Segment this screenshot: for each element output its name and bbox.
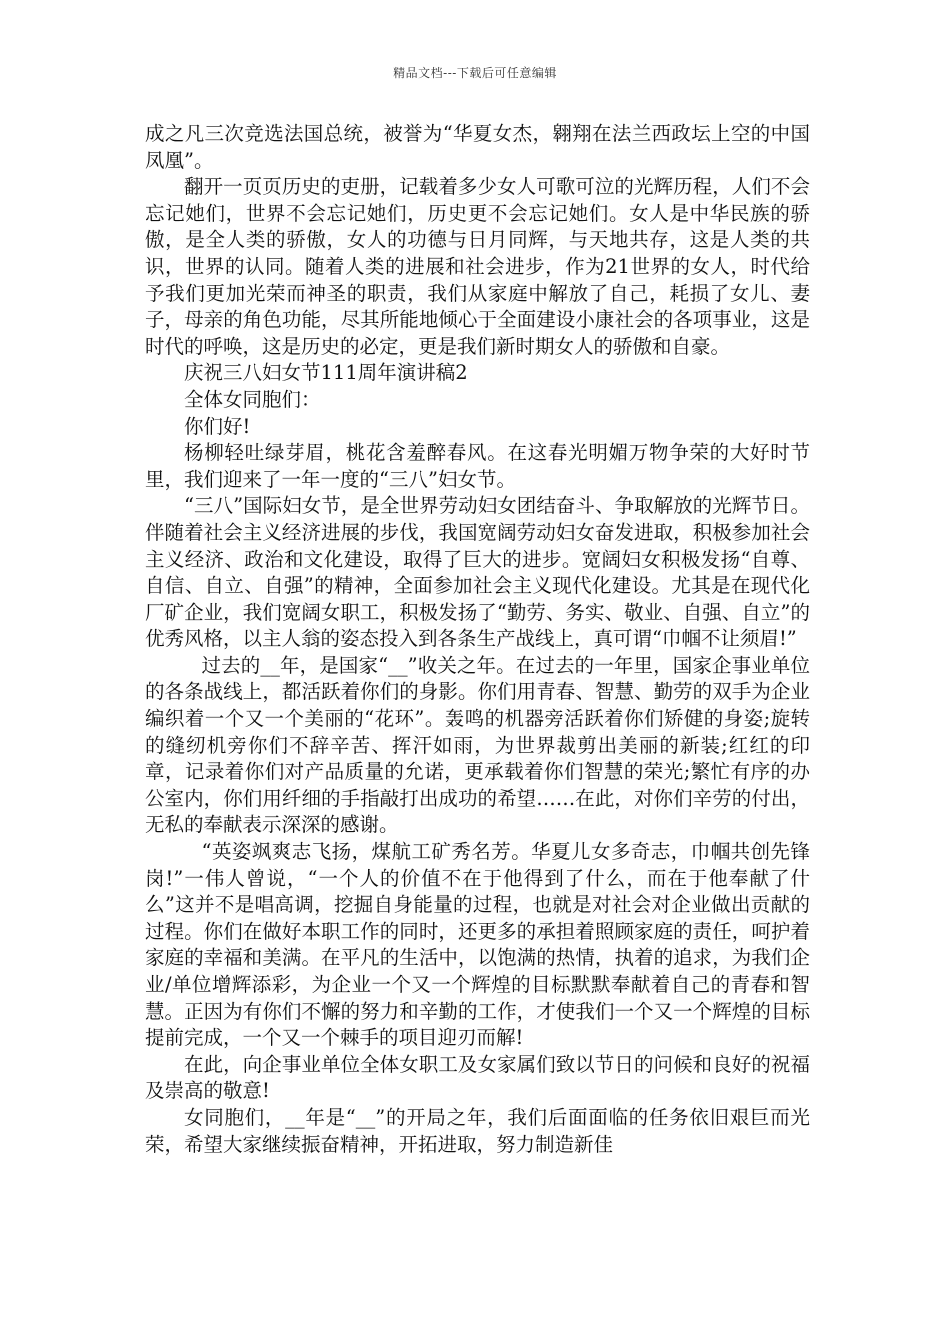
document-body <box>145 121 810 1158</box>
paragraph: 成之凡三次竞选法国总统，被誉为“华夏女杰，翱翔在法兰西政坛上空的中国凤凰”。 <box>145 122 810 172</box>
section-title: 庆祝三八妇女节111周年演讲稿2 <box>184 361 468 385</box>
page-header: 精品文档---下载后可任意编辑 <box>393 66 557 80</box>
paragraph: 翻开一页页历史的吏册，记载着多少女人可歌可泣的光辉历程，人们不会忘记她们，世界不会忘记她们，历史更不会忘记她们。女人是中华民族的骄傲，是全人类的骄傲，女人的功德与日月同辉，与天地共存，这是人类的共识，世界的认同。随着人类的进展和社会进步，作为21世界的女人，时代给予我们更加光荣而神圣的职责，我们从家庭中解放了自己，耗损了女儿、妻子，母亲的角色功能，尽其所能地倾心于全面建设小康社会的各项事业，这是时代的呼唤，这是历史的必定，更是我们新时期女人的骄傲和自豪。 <box>145 175 810 358</box>
paragraph: 杨柳轻吐绿芽眉，桃花含羞醉春风。在这春光明媚万物争荣的大好时节里，我们迎来了一年一度的“三八”妇女节。 <box>145 441 810 491</box>
paragraph: “三八”国际妇女节，是全世界劳动妇女团结奋斗、争取解放的光辉节日。伴随着社会主义经济进展的步伐，我国宽阔劳动妇女奋发进取，积极参加社会主义经济、政治和文化建设，取得了巨大的进步。宽阔妇女积极发扬“自尊、自信、自立、自强”的精神，全面参加社会主义现代化建设。尤其是在现代化厂矿企业，我们宽阔女职工，积极发扬了“勤劳、务实、敬业、自强、自立”的优秀风格，以主人翁的姿态投入到各条生产战线上，真可谓“巾帼不让须眉!” <box>145 494 810 651</box>
greeting: 你们好! <box>184 414 251 438</box>
paragraph: 在此，向企事业单位全体女职工及女家属们致以节日的问候和良好的祝福及崇高的敬意! <box>145 1052 810 1103</box>
paragraph: “英姿飒爽志飞扬，煤航工矿秀名芳。华夏儿女多奇志，巾帼共创先锋岗!”一伟人曾说，“一个人的价值不在于他得到了什么，而在于他奉献了什么”这并不是唱高调，挖掘自身能量的过程，也就是对社会对企业做出贡献的过程。你们在做好本职工作的同时，还更多的承担着照顾家庭的责任，呵护着家庭的幸福和美满。在平凡的生活中，以饱满的热情，执着的追求，为我们企业/单位增辉添彩，为企业一个又一个辉煌的目标默默奉献着自己的青春和智慧。正因为有你们不懈的努力和辛勤的工作，才使我们一个又一个辉煌的目标提前完成，一个又一个棘手的项目迎刃而解! <box>145 840 810 1050</box>
paragraph: 女同胞们，__年是“__”的开局之年，我们后面面临的任务依旧艰巨而光荣，希望大家继续振奋精神，开拓进取，努力制造新佳 <box>145 1105 810 1156</box>
paragraph: 过去的__年，是国家“__”收关之年。在过去的一年里，国家企事业单位的各条战线上，都活跃着你们的身影。你们用青春、智慧、勤劳的双手为企业编织着一个又一个美丽的“花环”。轰鸣的机器旁活跃着你们矫健的身姿;旋转的缝纫机旁你们不辞辛苦、挥汗如雨，为世界裁剪出美丽的新装;红红的印章，记录着你们对产品质量的允诺，更承载着你们智慧的荣光;繁忙有序的办公室内，你们用纤细的手指敲打出成功的希望……在此，对你们辛劳的付出，无私的奉献表示深深的感谢。 <box>145 653 810 837</box>
salutation: 全体女同胞们： <box>184 387 321 411</box>
